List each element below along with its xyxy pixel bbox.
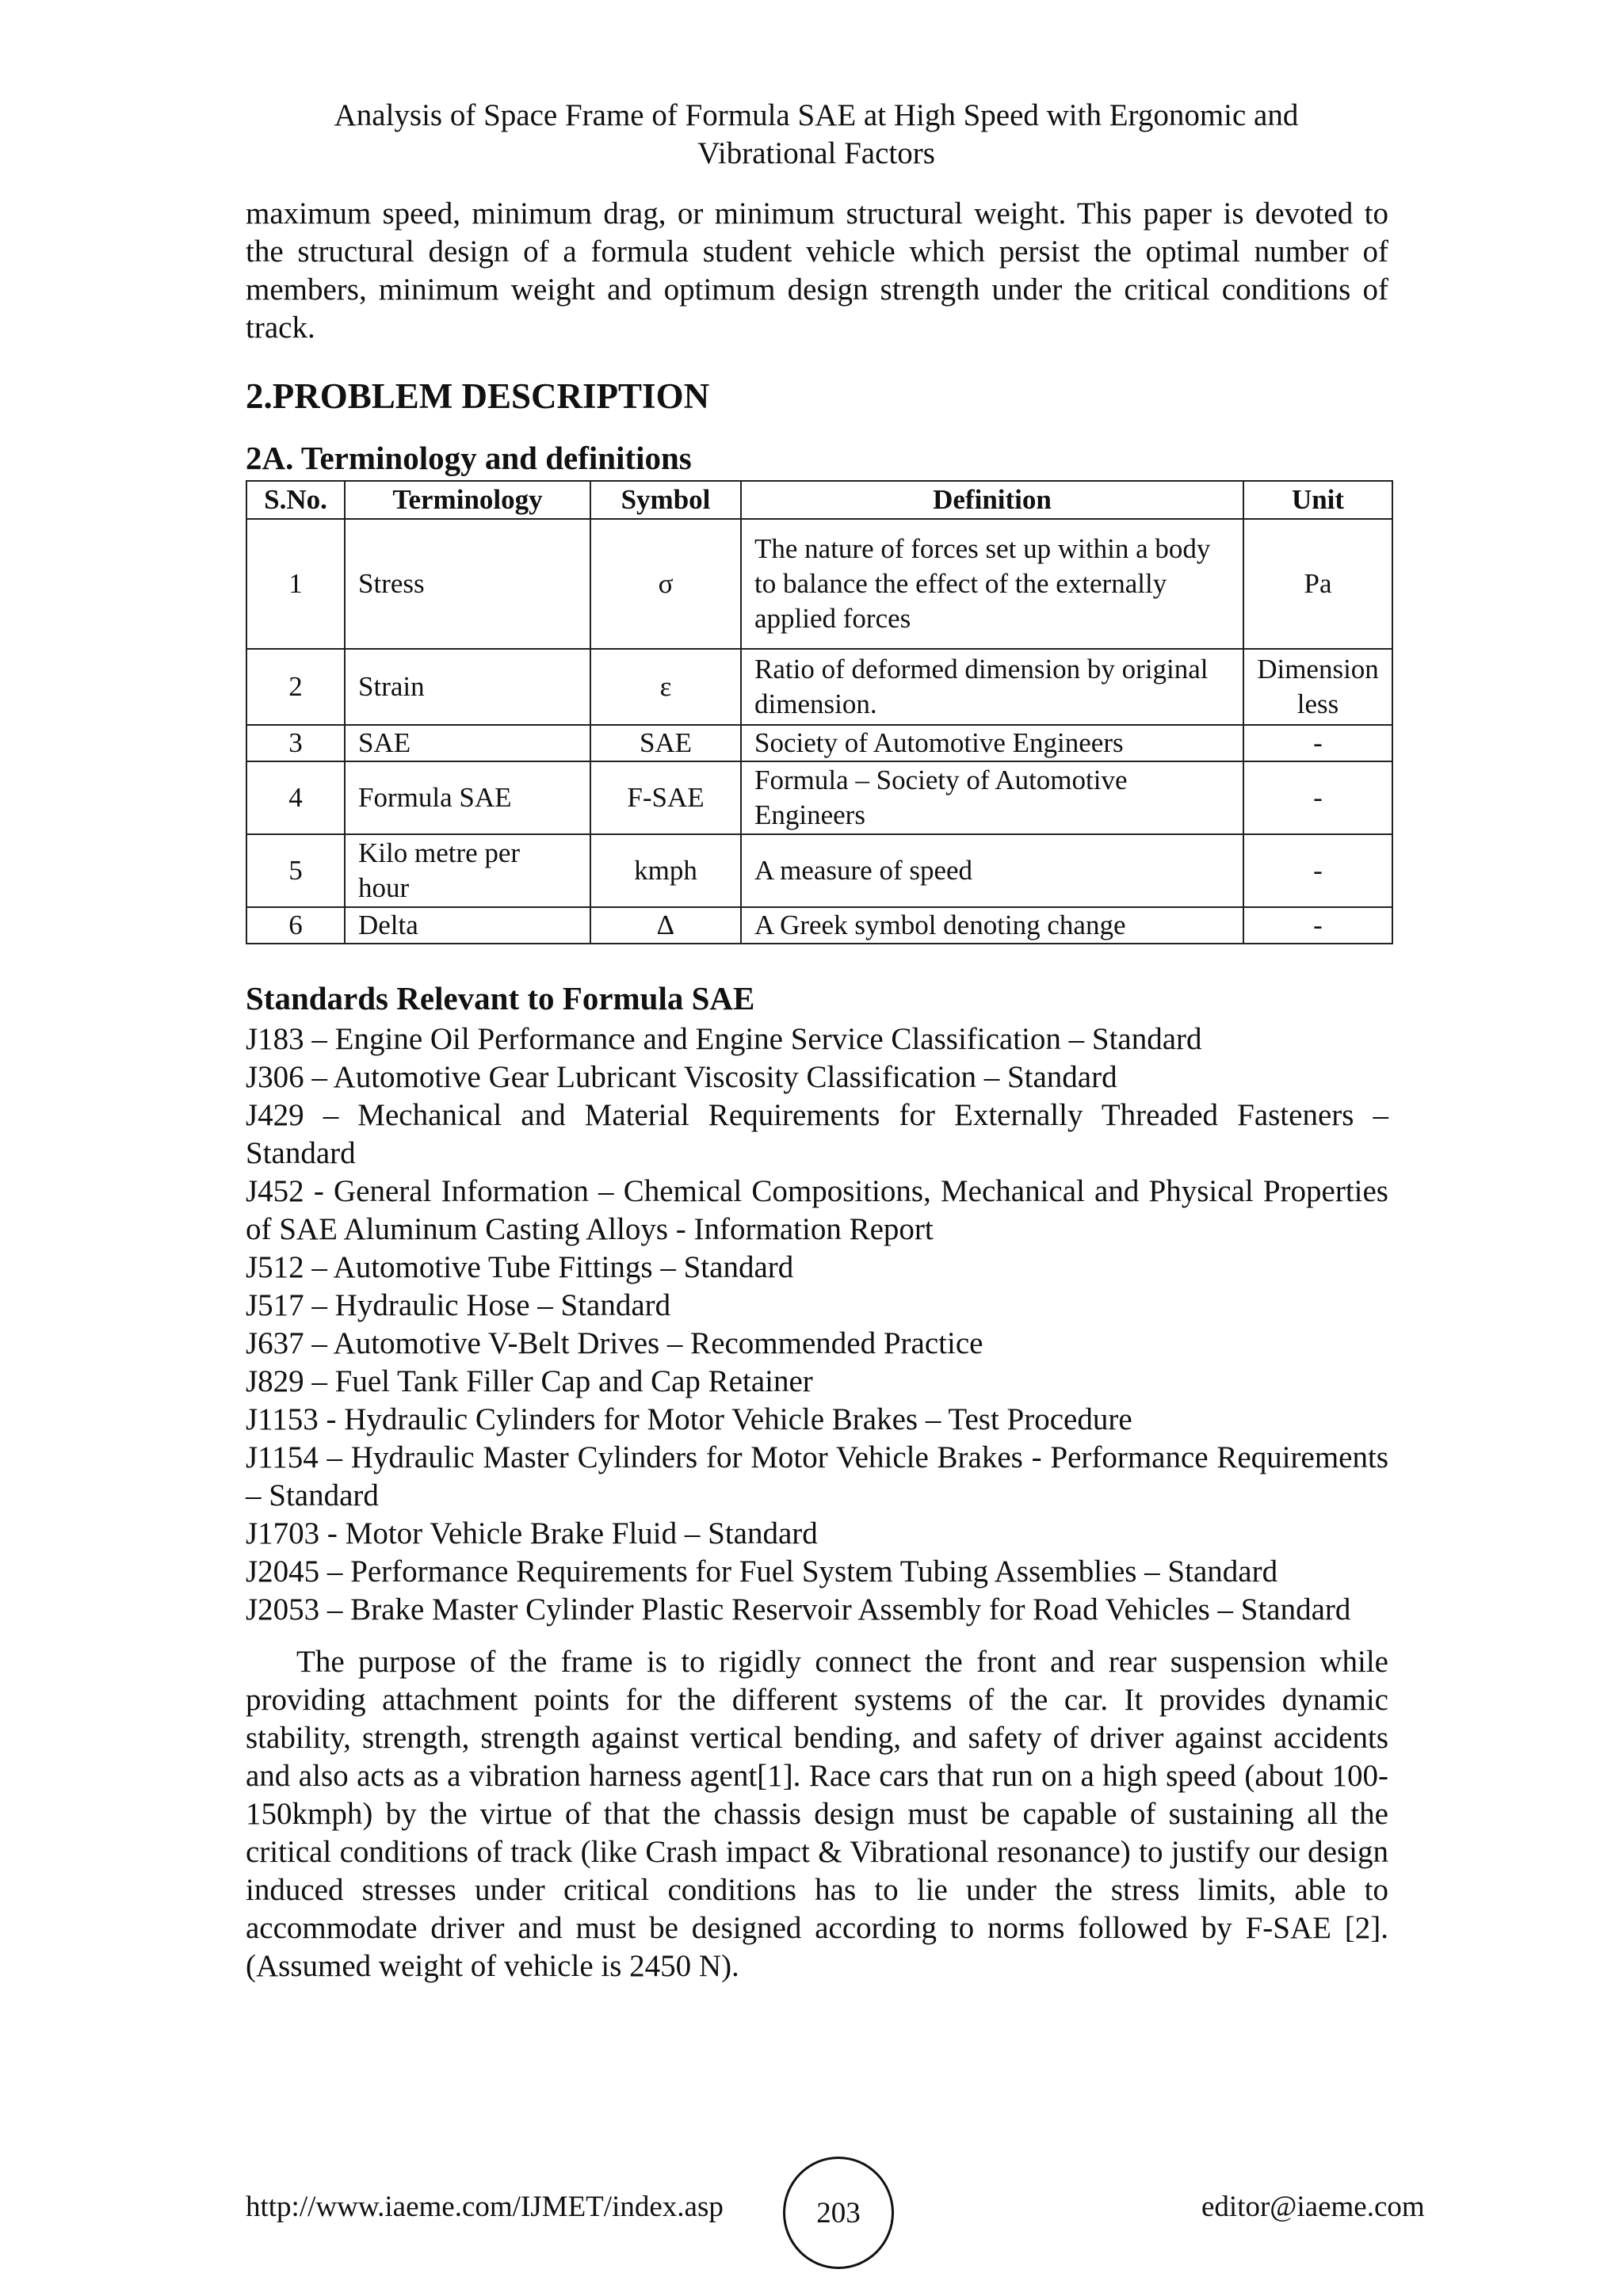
list-item: J517 – Hydraulic Hose – Standard — [246, 1288, 671, 1322]
table-header-cell: Symbol — [590, 481, 741, 519]
cell-term: Stress — [345, 519, 590, 649]
cell-definition: Ratio of deformed dimension by original dimension. — [741, 649, 1243, 725]
list-item: J829 – Fuel Tank Filler Cap and Cap Retainer — [246, 1364, 813, 1398]
body-paragraph: The purpose of the frame is to rigidly connect the front and rear suspension while providing attachment points for the different systems of the car. It provides dynamic stability, strength, strength against vertical bending, and safety of driver against accidents and also acts as a vibration harness agent[1]. Race cars that run on a high speed (about 100-150kmph) by the virtue of that the chassis design must be capable of sustaining all the critical conditions of track (like Crash impact & Vibrational resonance) to justify our design induced stresses under critical conditions has to lie under the stress limits, able to accommodate driver and must be designed according to norms followed by F-SAE [2]. (Assumed weight of vehicle is 2450 N). — [246, 1645, 1388, 1983]
standards-list — [246, 1020, 1388, 1629]
cell-definition: A measure of speed — [741, 834, 1243, 907]
footer-email-link[interactable]: editor@iaeme.com — [1201, 2191, 1425, 2223]
cell-definition: The nature of forces set up within a body to balance the effect of the externally applied forces — [741, 519, 1243, 649]
cell-sno: 3 — [246, 725, 345, 761]
cell-unit: - — [1243, 834, 1392, 907]
cell-sno: 6 — [246, 907, 345, 944]
table-header-cell: Definition — [741, 481, 1243, 519]
cell-definition: Formula – Society of Automotive Engineers — [741, 761, 1243, 834]
cell-term: Kilo metre per hour — [345, 834, 590, 907]
running-header-line-2: Vibrational Factors — [697, 136, 935, 170]
cell-sno: 2 — [246, 649, 345, 725]
table-header-row — [246, 481, 1392, 519]
list-item: J429 – Mechanical and Material Requirements for Externally Threaded Fasteners – Standard — [246, 1098, 1388, 1170]
cell-unit: Dimensionless — [1243, 649, 1392, 725]
page-footer — [0, 2157, 1623, 2275]
table-row — [246, 649, 1392, 725]
list-item: J1154 – Hydraulic Master Cylinders for Motor Vehicle Brakes - Performance Requirements – Standard — [246, 1440, 1388, 1512]
page-number: 203 — [816, 2196, 861, 2229]
cell-unit: Pa — [1243, 519, 1392, 649]
cell-definition: A Greek symbol denoting change — [741, 907, 1243, 944]
list-item: J452 - General Information – Chemical Compositions, Mechanical and Physical Properties of SAE Aluminum Casting Alloys - Information Report — [246, 1174, 1388, 1246]
running-header-line-1: Analysis of Space Frame of Formula SAE at High Speed with Ergonomic and — [334, 98, 1299, 132]
table-header-cell: Unit — [1243, 481, 1392, 519]
footer-url-link[interactable]: http://www.iaeme.com/IJMET/index.asp — [246, 2191, 724, 2223]
intro-paragraph: maximum speed, minimum drag, or minimum structural weight. This paper is devoted to the structural design of a formula student vehicle which persist the optimal number of members, minimum weight and optimum design strength under the critical conditions of track. — [246, 196, 1388, 345]
table-header-cell: Terminology — [345, 481, 590, 519]
cell-sno: 1 — [246, 519, 345, 649]
cell-definition: Society of Automotive Engineers — [741, 725, 1243, 761]
cell-symbol: σ — [590, 519, 741, 649]
main-content — [246, 195, 1388, 1985]
running-header — [246, 97, 1387, 173]
list-item: J1703 - Motor Vehicle Brake Fluid – Standard — [246, 1516, 818, 1550]
cell-symbol: kmph — [590, 834, 741, 907]
cell-symbol: F-SAE — [590, 761, 741, 834]
cell-unit: - — [1243, 761, 1392, 834]
cell-symbol: ε — [590, 649, 741, 725]
list-item: J183 – Engine Oil Performance and Engine Service Classification – Standard — [246, 1022, 1202, 1056]
page-number-badge — [783, 2157, 894, 2269]
table-row — [246, 907, 1392, 944]
cell-unit: - — [1243, 725, 1392, 761]
cell-symbol: ∆ — [590, 907, 741, 944]
list-item: J2045 – Performance Requirements for Fuel System Tubing Assemblies – Standard — [246, 1554, 1278, 1589]
subsection-title: 2A. Terminology and definitions — [246, 440, 692, 476]
list-item: J637 – Automotive V-Belt Drives – Recommended Practice — [246, 1326, 983, 1360]
standards-title: Standards Relevant to Formula SAE — [246, 980, 755, 1016]
list-item: J1153 - Hydraulic Cylinders for Motor Vehicle Brakes – Test Procedure — [246, 1402, 1132, 1436]
cell-term: Delta — [345, 907, 590, 944]
cell-term: Formula SAE — [345, 761, 590, 834]
cell-sno: 4 — [246, 761, 345, 834]
list-item: J2053 – Brake Master Cylinder Plastic Reservoir Assembly for Road Vehicles – Standard — [246, 1592, 1351, 1627]
table-row — [246, 519, 1392, 649]
cell-sno: 5 — [246, 834, 345, 907]
table-row — [246, 725, 1392, 761]
list-item: J512 – Automotive Tube Fittings – Standard — [246, 1250, 794, 1284]
table-row — [246, 761, 1392, 834]
cell-unit: - — [1243, 907, 1392, 944]
table-row — [246, 834, 1392, 907]
table-header-cell: S.No. — [246, 481, 345, 519]
cell-symbol: SAE — [590, 725, 741, 761]
cell-term: Strain — [345, 649, 590, 725]
list-item: J306 – Automotive Gear Lubricant Viscosity Classification – Standard — [246, 1060, 1117, 1094]
cell-term: SAE — [345, 725, 590, 761]
terminology-table — [246, 480, 1393, 944]
section-title: 2.PROBLEM DESCRIPTION — [246, 376, 710, 416]
